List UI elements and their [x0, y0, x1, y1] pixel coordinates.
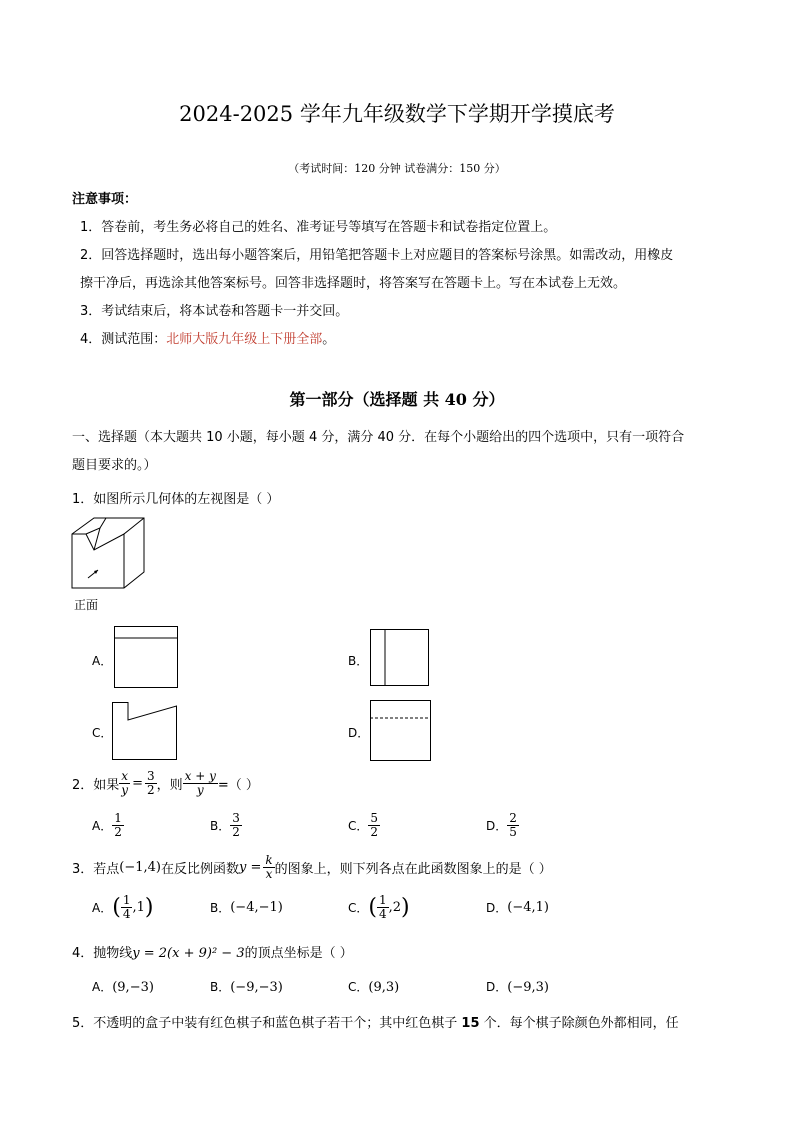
- question-5-stem: 5．不透明的盒子中装有红色棋子和蓝色棋子若干个；其中红色棋子 15 个．每个棋子除颜色外都相同，任: [72, 1016, 679, 1031]
- q2-prefix: 2．如果: [72, 777, 120, 793]
- q4-option-d: D．(−9,3): [486, 980, 549, 995]
- q1-option-d-figure: [370, 700, 432, 762]
- q1-option-d-label: D．: [348, 726, 370, 740]
- q2-ask: =（ ）: [217, 777, 259, 793]
- question-4-stem: [72, 942, 353, 961]
- note-item-2: 2．回答选择题时，选出每小题答案后，用铅笔把答题卡上对应题目的答案标号涂黑。如需改动，用橡皮: [80, 248, 674, 263]
- section-intro-line1: 一、选择题（本大题共 10 小题，每小题 4 分，满分 40 分．在每个小题给出的四个选项中，只有一项符合: [72, 430, 685, 445]
- notes-heading: 注意事项：: [72, 192, 138, 207]
- q4-option-a: A．(9,−3): [92, 980, 154, 995]
- question-2-stem: [72, 766, 259, 800]
- q2-mid: ，则: [156, 777, 183, 793]
- note-item-1: 1．答卷前，考生务必将自己的姓名、准考证号等填写在答题卡和试卷指定位置上。: [80, 220, 557, 235]
- q1-option-a-figure: [114, 626, 178, 688]
- note-item-2-cont: 擦干净后，再选涂其他答案标号。回答非选择题时，将答案写在答题卡上。写在本试卷上无效。: [80, 276, 627, 291]
- q1-option-a-label: A．: [92, 654, 113, 668]
- q3-prefix: 3．若点: [72, 861, 120, 877]
- section-intro-line2: 题目要求的。）: [72, 458, 157, 473]
- q4-prefix: 4．抛物线: [72, 946, 133, 961]
- q1-option-b-figure: [370, 629, 430, 687]
- q2-equals: =: [132, 775, 143, 791]
- note-item-3: 3．考试结束后，将本试卷和答题卡一并交回。: [80, 304, 349, 319]
- scope-suffix: 。: [322, 332, 336, 347]
- q2-ratio-fraction: $\frac{3}{2}$: [146, 768, 155, 797]
- q3-option-b: B． (−4,−1): [210, 899, 283, 915]
- q2-option-d: D． $\frac{2}{5}$: [486, 810, 517, 839]
- q3-func-lhs: y =: [239, 859, 262, 875]
- q4-option-c: C．(9,3): [348, 980, 400, 995]
- scope-value: 北师大版九年级上下册全部: [166, 332, 323, 347]
- q4-expression: y = 2(x + 9)² − 3: [132, 946, 245, 961]
- q1-option-b-label: B．: [348, 654, 369, 668]
- section-title: 第一部分（选择题 共 40 分）: [289, 390, 505, 409]
- note-item-4: [80, 328, 335, 347]
- q4-option-b: B．(−9,−3): [210, 980, 283, 995]
- question-1-stem: 1．如图所示几何体的左视图是（ ）: [72, 492, 280, 507]
- front-label: 正面: [74, 598, 99, 612]
- q1-option-c-figure: [112, 702, 178, 760]
- q1-solid-figure: [70, 514, 150, 594]
- q3-mid: 在反比例函数: [161, 861, 240, 877]
- page-title: 2024-2025 学年九年级数学下学期开学摸底考: [179, 102, 615, 126]
- q3-suffix: 的图象上，则下列各点在此函数图象上的是（ ）: [274, 861, 552, 877]
- q2-option-a: A． $\frac{1}{2}$: [92, 810, 122, 839]
- q2-condition-fraction: $\frac{x}{y}$: [121, 768, 129, 797]
- exam-info: （考试时间：120 分钟 试卷满分：150 分）: [288, 162, 506, 175]
- q3-func-fraction: $\frac{k}{x}$: [265, 852, 273, 881]
- q2-target-fraction: $\frac{x + y}{y}$: [184, 768, 216, 797]
- q2-option-c: C． $\frac{5}{2}$: [348, 810, 379, 839]
- q4-suffix: 的顶点坐标是（ ）: [244, 946, 353, 961]
- scope-label: 4．测试范围：: [80, 332, 167, 347]
- q3-option-a: A． ( $\frac{1}{4}$ ,1 ): [92, 892, 154, 921]
- question-3-stem: [72, 850, 552, 884]
- q3-option-d: D． (−4,1): [486, 899, 549, 915]
- q3-point: (−1,4): [119, 859, 161, 875]
- q1-option-c-label: C．: [92, 726, 113, 740]
- q3-option-c: C． ( $\frac{1}{4}$ ,2 ): [348, 892, 410, 921]
- q2-option-b: B． $\frac{3}{2}$: [210, 810, 240, 839]
